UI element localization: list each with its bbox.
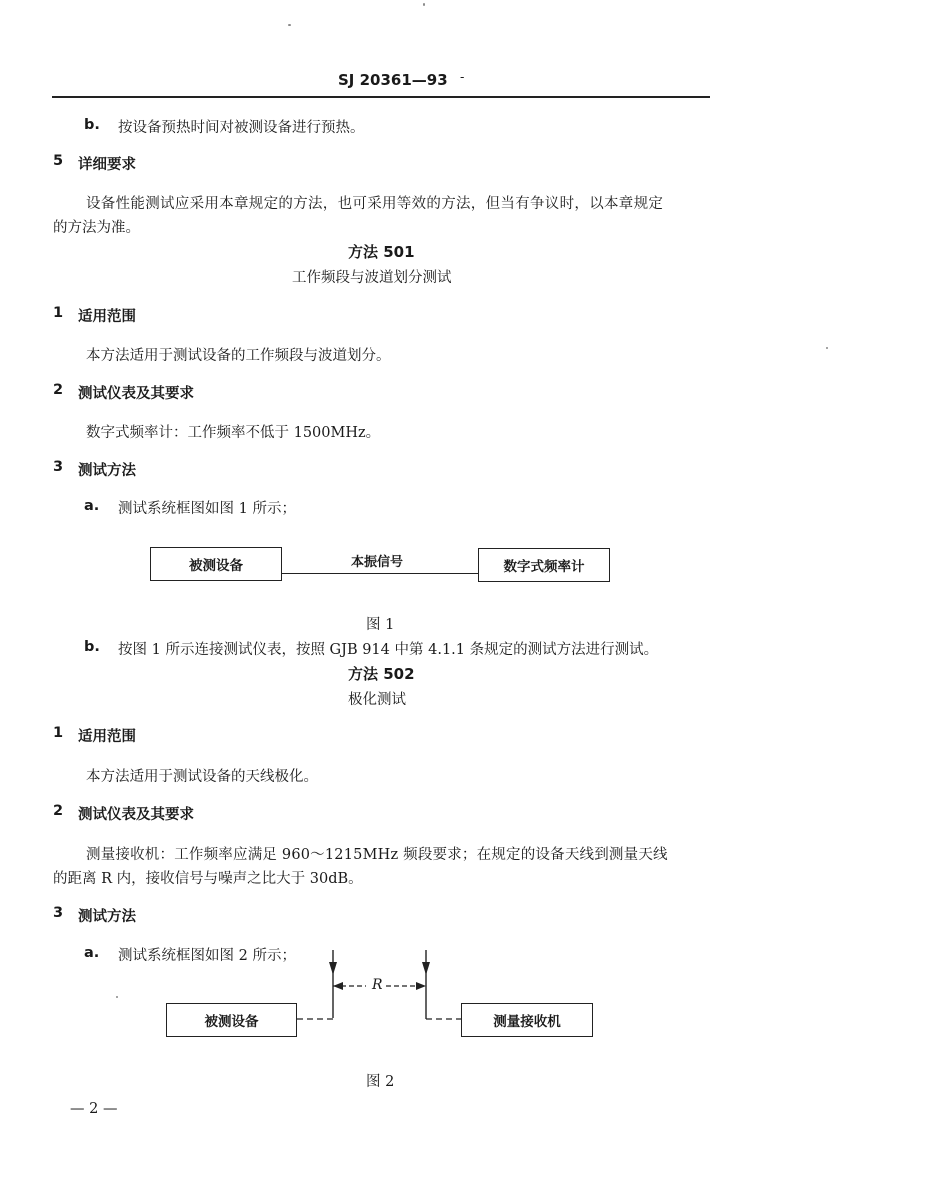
figure1-frequency-counter-box: 数字式频率计 <box>478 548 610 582</box>
scan-speck <box>116 996 118 998</box>
section-number: 1 <box>53 725 64 741</box>
figure2-right-antenna-arrow <box>422 962 430 975</box>
paragraph-line: 数字式频率计：工作频率不低于 1500MHz。 <box>86 425 381 441</box>
paragraph-line: 测量接收机：工作频率应满足 960～1215MHz 频段要求；在规定的设备天线到测量天线 <box>86 847 668 863</box>
scan-speck <box>826 347 828 349</box>
section-title: 详细要求 <box>78 157 136 173</box>
scan-speck <box>423 3 425 6</box>
section-title: 测试方法 <box>78 463 136 479</box>
page-number: — 2 — <box>70 1101 118 1117</box>
header-rule <box>52 96 710 98</box>
list-item-text: 按设备预热时间对被测设备进行预热。 <box>118 120 365 136</box>
scan-speck <box>288 24 291 26</box>
section-number: 1 <box>53 305 64 321</box>
section-number: 3 <box>53 459 64 475</box>
list-item-text: 按图 1 所示连接测试仪表，按照 GJB 914 中第 4.1.1 条规定的测试方法进行测试。 <box>118 642 659 658</box>
paragraph-line: 本方法适用于测试设备的天线极化。 <box>86 769 318 785</box>
list-label: b. <box>84 117 100 133</box>
section-title: 测试仪表及其要求 <box>78 807 194 823</box>
header-dash: - <box>460 70 465 85</box>
paragraph-line: 本方法适用于测试设备的工作频段与波道划分。 <box>86 348 391 364</box>
list-label: b. <box>84 639 100 655</box>
list-item-text: 测试系统框图如图 1 所示； <box>118 501 296 517</box>
figure2-distance-arrow-right <box>416 982 426 990</box>
section-number: 2 <box>53 803 64 819</box>
figure1-connection-line <box>282 573 478 574</box>
list-label: a. <box>84 945 100 961</box>
section-number: 2 <box>53 382 64 398</box>
list-label: a. <box>84 498 100 514</box>
section-number: 5 <box>53 153 64 169</box>
method-number: 方法 502 <box>348 665 415 683</box>
figure1-caption: 图 1 <box>366 617 395 633</box>
document-code: SJ 20361—93 <box>338 71 448 89</box>
method-title: 工作频段与波道划分测试 <box>292 270 452 286</box>
paragraph-line: 的方法为准。 <box>53 220 140 236</box>
figure2-caption: 图 2 <box>366 1074 395 1090</box>
figure2-device-under-test-box: 被测设备 <box>166 1003 297 1037</box>
figure2-distance-arrow-left <box>333 982 343 990</box>
figure2-distance-label: R <box>372 977 383 993</box>
figure2-measuring-receiver-box: 测量接收机 <box>461 1003 593 1037</box>
figure1-device-under-test-box: 被测设备 <box>150 547 282 581</box>
section-title: 测试方法 <box>78 909 136 925</box>
method-number: 方法 501 <box>348 243 415 261</box>
figure2-left-antenna-arrow <box>329 962 337 975</box>
section-title: 适用范围 <box>78 309 136 325</box>
paragraph-line: 设备性能测试应采用本章规定的方法，也可采用等效的方法，但当有争议时，以本章规定 <box>86 196 664 212</box>
list-item-text: 测试系统框图如图 2 所示； <box>118 948 296 964</box>
paragraph-line: 的距离 R 内，接收信号与噪声之比大于 30dB。 <box>53 871 363 887</box>
section-title: 适用范围 <box>78 729 136 745</box>
figure1-signal-label: 本振信号 <box>351 555 404 570</box>
section-number: 3 <box>53 905 64 921</box>
method-title: 极化测试 <box>348 692 406 708</box>
section-title: 测试仪表及其要求 <box>78 386 194 402</box>
